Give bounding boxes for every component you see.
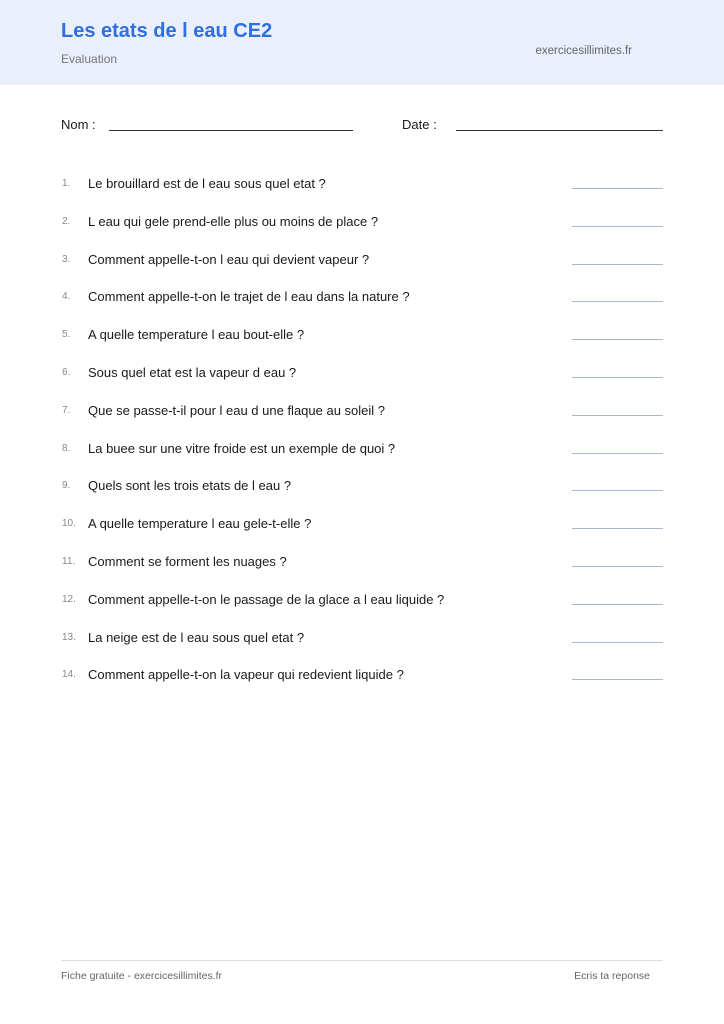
- question-text: Comment appelle-t-on le passage de la glace a l eau liquide ?: [88, 591, 445, 607]
- footer-credit: Fiche gratuite - exercicesillimites.fr: [61, 970, 223, 982]
- question-item: [0, 441, 724, 465]
- question-number: 9.: [62, 480, 71, 492]
- question-number: 3.: [62, 253, 71, 265]
- question-item: [0, 667, 724, 691]
- question-text: A quelle temperature l eau bout-elle ?: [88, 327, 305, 343]
- question-text: La buee sur une vitre froide est un exemple de quoi ?: [88, 440, 396, 456]
- question-text: Comment appelle-t-on le trajet de l eau dans la nature ?: [88, 289, 410, 305]
- question-item: [0, 516, 724, 540]
- date-label: Date :: [402, 117, 437, 132]
- question-text: Comment appelle-t-on la vapeur qui redevient liquide ?: [88, 667, 404, 683]
- answer-line[interactable]: [572, 188, 663, 189]
- question-item: [0, 403, 724, 427]
- answer-line[interactable]: [572, 301, 663, 302]
- question-number: 1.: [62, 178, 71, 189]
- answer-line[interactable]: [572, 566, 663, 567]
- question-number: 2.: [62, 215, 71, 227]
- question-item: [0, 478, 724, 502]
- question-text: A quelle temperature l eau gele-t-elle ?: [88, 516, 312, 532]
- question-text: La neige est de l eau sous quel etat ?: [88, 629, 305, 645]
- answer-line[interactable]: [572, 604, 663, 605]
- answer-line[interactable]: [572, 339, 663, 340]
- question-number: 12.: [62, 593, 76, 605]
- footer-divider: [61, 960, 663, 961]
- question-item: [0, 592, 724, 616]
- answer-line[interactable]: [572, 226, 663, 227]
- page-title: Les etats de l eau CE2: [61, 20, 273, 42]
- question-number: 7.: [62, 404, 71, 416]
- page-subtitle: Evaluation: [61, 52, 118, 66]
- answer-line[interactable]: [572, 415, 663, 416]
- answer-line[interactable]: [572, 377, 663, 378]
- question-text: Sous quel etat est la vapeur d eau ?: [88, 365, 297, 380]
- answer-line[interactable]: [572, 264, 663, 265]
- question-text: Comment appelle-t-on l eau qui devient vapeur ?: [88, 251, 370, 267]
- question-item: [0, 289, 724, 313]
- site-name: exercicesillimites.fr: [535, 45, 632, 57]
- question-text: L eau qui gele prend-elle plus ou moins de place ?: [88, 213, 379, 229]
- question-number: 10.: [62, 518, 76, 530]
- question-number: 14.: [62, 669, 76, 681]
- question-number: 5.: [62, 329, 71, 341]
- answer-line[interactable]: [572, 453, 663, 454]
- page-header: [0, 0, 724, 85]
- question-number: 6.: [62, 367, 71, 378]
- question-item: [0, 365, 724, 389]
- question-number: 8.: [62, 442, 71, 454]
- question-text: Que se passe-t-il pour l eau d une flaque au soleil ?: [88, 402, 386, 418]
- footer-instruction: Ecris ta reponse: [574, 970, 650, 982]
- question-item: [0, 327, 724, 351]
- question-text: Comment se forment les nuages ?: [88, 554, 287, 569]
- question-item: [0, 214, 724, 238]
- date-field[interactable]: [456, 130, 663, 131]
- question-text: Le brouillard est de l eau sous quel etat ?: [88, 176, 326, 191]
- answer-line[interactable]: [572, 490, 663, 491]
- answer-line[interactable]: [572, 679, 663, 680]
- answer-line[interactable]: [572, 642, 663, 643]
- question-number: 13.: [62, 631, 76, 643]
- name-field[interactable]: [109, 130, 353, 131]
- question-number: 4.: [62, 291, 71, 303]
- question-item: [0, 252, 724, 276]
- answer-line[interactable]: [572, 528, 663, 529]
- question-item: [0, 554, 724, 578]
- question-item: [0, 176, 724, 200]
- name-label: Nom :: [61, 117, 96, 132]
- question-item: [0, 630, 724, 654]
- question-number: 11.: [62, 556, 76, 567]
- question-text: Quels sont les trois etats de l eau ?: [88, 478, 292, 494]
